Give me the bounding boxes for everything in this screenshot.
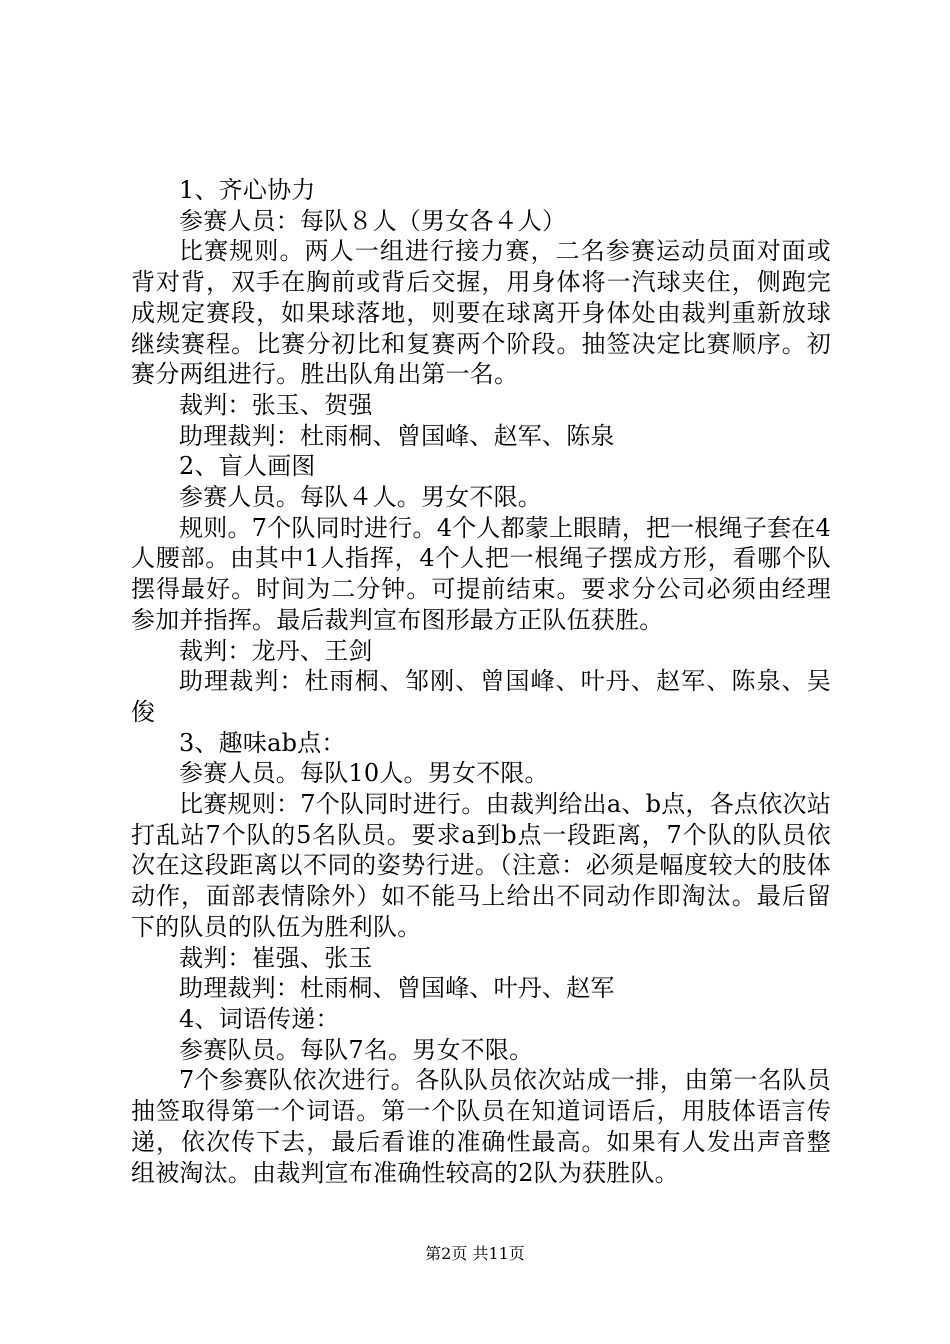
rules-paragraph: 7个参赛队依次进行。各队队员依次站成一排，由第一名队员抽签取得第一个词语。第一个队员在知道词语后，用肢体语言传递，依次传下去，最后看谁的准确性最高。如果有人发出声音整组被淘汰。由裁判宣布准确性较高的2队为获胜队。 — [131, 1066, 831, 1187]
participants-line: 参赛队员。每队7名。男女不限。 — [179, 1035, 534, 1064]
participants-line: 参赛人员：每队８人（男女各４人） — [179, 206, 567, 235]
rules-paragraph: 规则。7个队同时进行。4个人都蒙上眼睛，把一根绳子套在4人腰部。由其中1人指挥，4个人把一根绳子摆成方形，看哪个队摆得最好。时间为二分钟。可提前结束。要求分公司必须由经理参加并指挥。最后裁判宣布图形最方正队伍获胜。 — [131, 513, 831, 634]
rules-paragraph: 比赛规则：7个队同时进行。由裁判给出a、b点，各点依次站打乱站7个队的5名队员。要求a到b点一段距离，7个队的队员依次在这段距离以不同的姿势行进。（注意：必须是幅度较大的肢体动作，面部表情除外）如不能马上给出不同动作即淘汰。最后留下的队员的队伍为胜利队。 — [131, 790, 831, 941]
referee-line: 裁判：龙丹、王剑 — [179, 636, 373, 665]
page-footer: 第2页 共11页 — [425, 1244, 525, 1263]
participants-line: 参赛人员。每队10人。男女不限。 — [179, 759, 549, 788]
assistant-referee-line: 助理裁判：杜雨桐、曾国峰、赵军、陈泉 — [179, 421, 615, 450]
assistant-referee-line: 助理裁判：杜雨桐、曾国峰、叶丹、赵军 — [179, 974, 615, 1003]
referee-line: 裁判：崔强、张玉 — [179, 943, 373, 972]
section-heading: 2、盲人画图 — [179, 452, 316, 481]
section-heading: 3、趣味ab点： — [179, 728, 346, 757]
section-heading: 1、齐心协力 — [179, 176, 316, 204]
rules-paragraph: 比赛规则。两人一组进行接力赛，二名参赛运动员面对面或背对背，双手在胸前或背后交握，用身体将一汽球夹住，侧跑完成规定赛段，如果球落地，则要在球离开身体处由裁判重新放球继续赛程。比赛分初比和复赛两个阶段。抽签决定比赛顺序。初赛分两组进行。胜出队角出第一名。 — [131, 237, 831, 389]
participants-line: 参赛人员。每队４人。男女不限。 — [179, 483, 542, 512]
document-body — [131, 175, 831, 1188]
section-heading: 4、词语传递： — [179, 1004, 340, 1033]
assistant-referee-line: 助理裁判：杜雨桐、邹刚、曾国峰、叶丹、赵军、陈泉、吴俊 — [131, 667, 831, 726]
referee-line: 裁判：张玉、贺强 — [179, 390, 373, 419]
